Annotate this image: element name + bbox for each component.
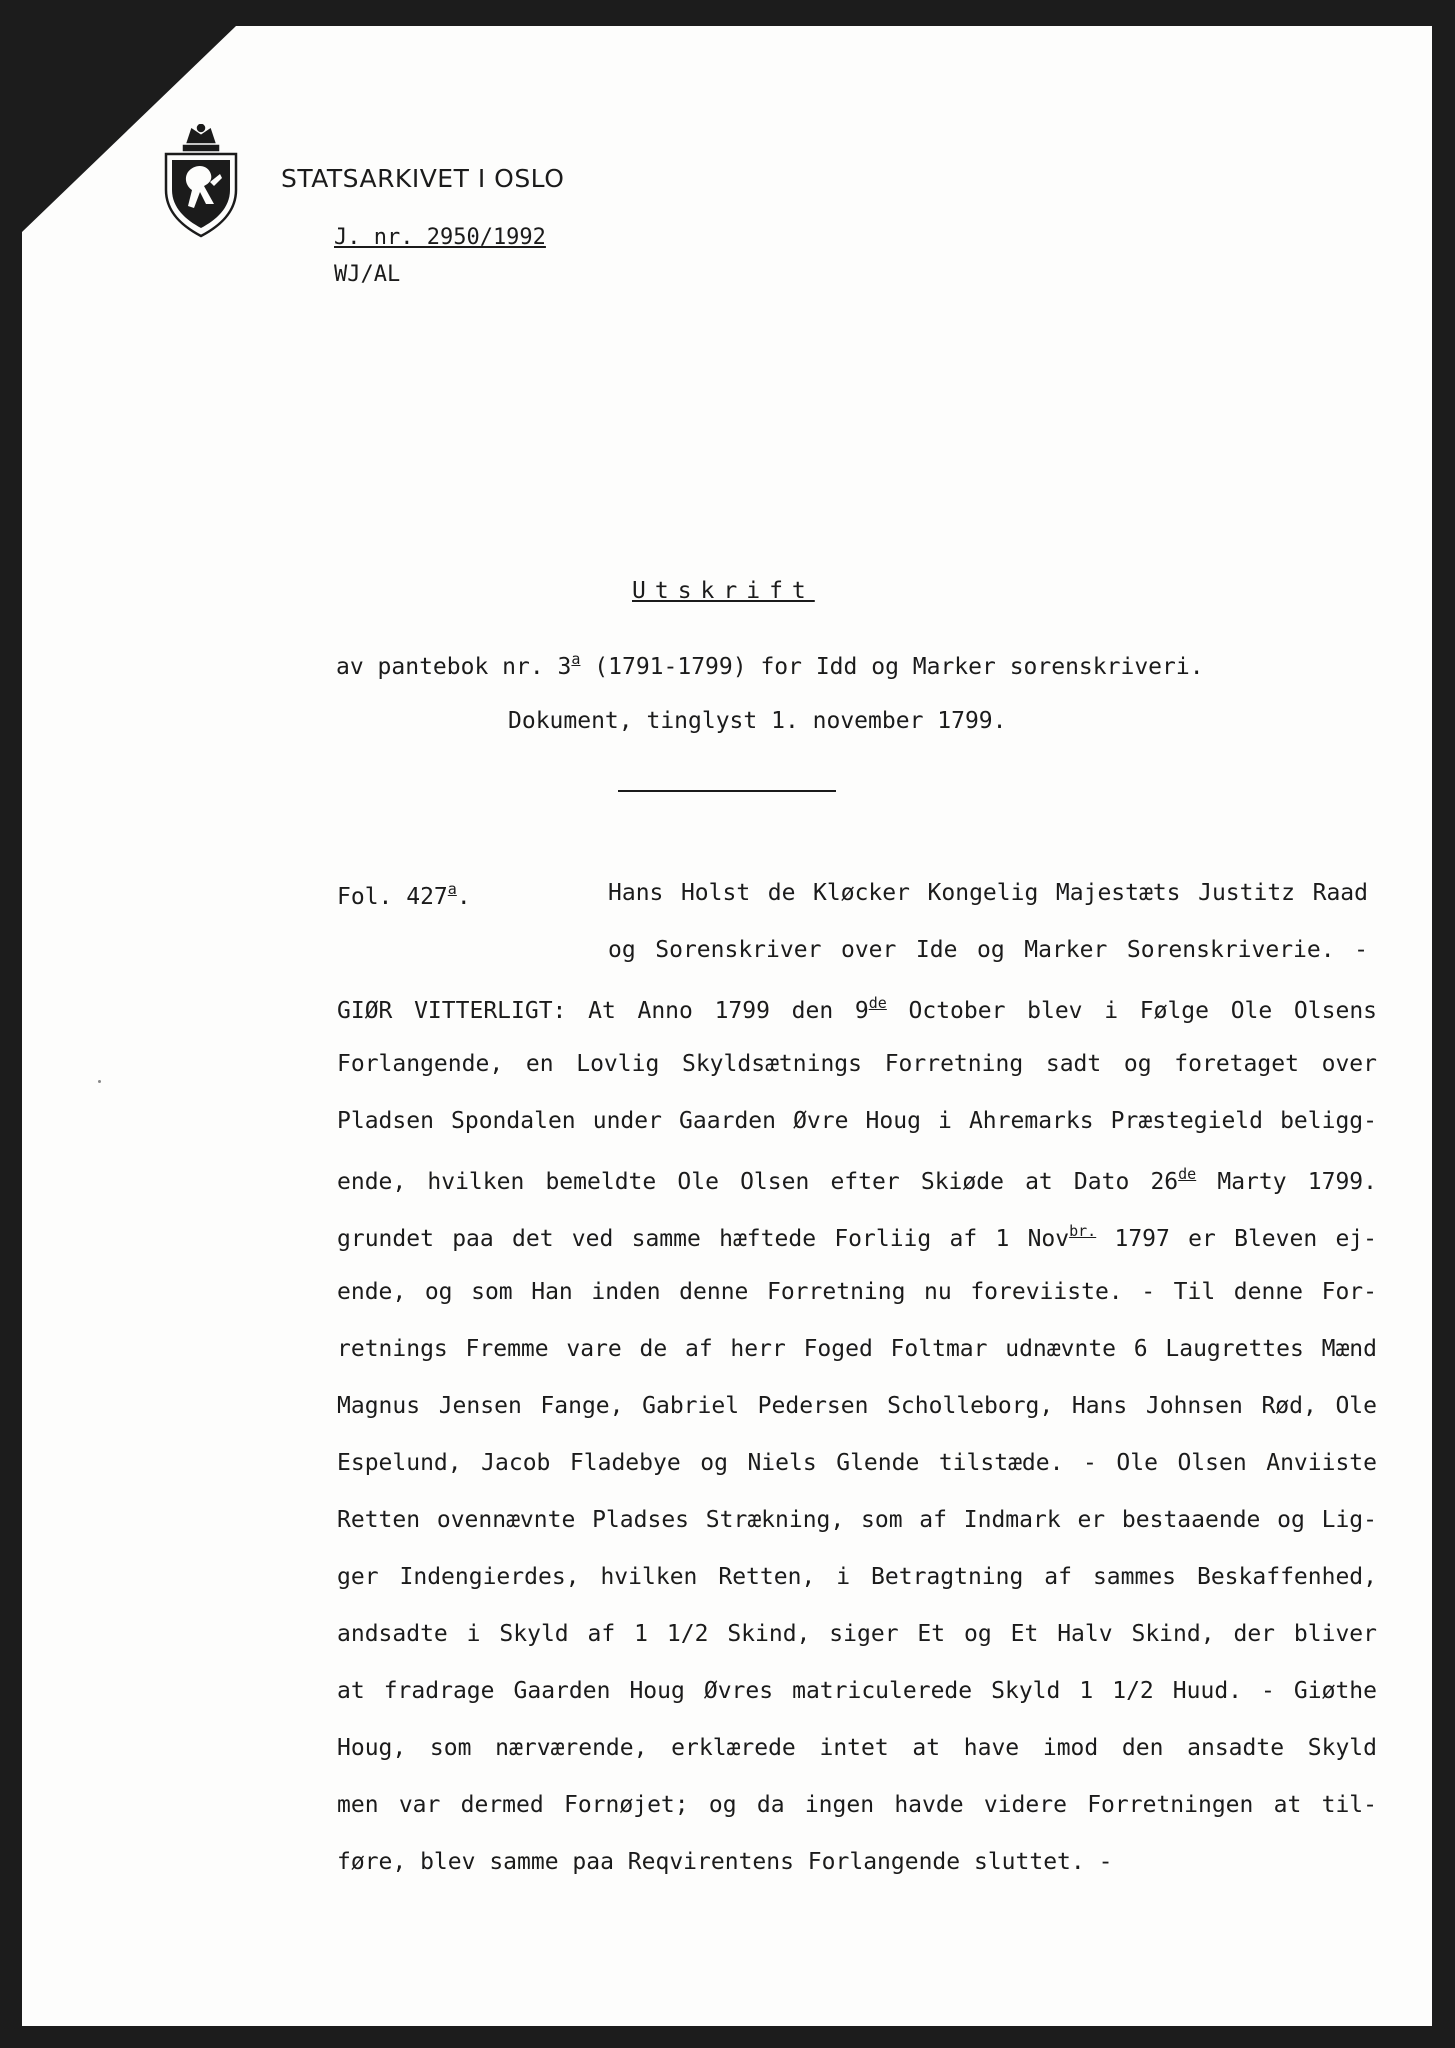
- body-line-8: ende, og som Han inden denne Forretning nu foreviiste. - Til denne For-: [337, 1279, 1377, 1305]
- divider-line: [618, 790, 836, 792]
- body-line-7: grundet paa det ved samme hæftede Forliig af 1 Nov$^{br.}$ 1797 er Bleven ej-: [337, 1222, 1377, 1252]
- body-line-11: Espelund, Jacob Fladebye og Niels Glende tilstæde. - Ole Olsen Anviiste: [337, 1450, 1377, 1476]
- body-line-18: føre, blev samme paa Reqvirentens Forlangende sluttet. -: [337, 1849, 1113, 1875]
- body-line-17: men var dermed Fornøjet; og da ingen havde videre Forretningen at til-: [337, 1792, 1377, 1818]
- subtitle-source: av pantebok nr. 3$^a$ (1791-1799) for Idd og Marker sorenskriveri.: [336, 650, 1204, 680]
- folio-label: Fol. 427$^a$.: [337, 880, 471, 910]
- body-line-9: retnings Fremme vare de af herr Foged Foltmar udnævnte 6 Laugrettes Mænd: [337, 1336, 1377, 1362]
- body-line-2: og Sorenskriver over Ide og Marker Sorenskriverie. -: [608, 937, 1368, 963]
- body-line-14: andsadte i Skyld af 1 1/2 Skind, siger Et og Et Halv Skind, der bliver: [337, 1621, 1377, 1647]
- body-line-13: ger Indengierdes, hvilken Retten, i Betragtning af sammes Beskaffenhed,: [337, 1564, 1377, 1590]
- body-line-4: Forlangende, en Lovlig Skyldsætnings Forretning sadt og foretaget over: [337, 1051, 1377, 1077]
- journal-number: J. nr. 2950/1992: [334, 225, 546, 250]
- body-line-5: Pladsen Spondalen under Gaarden Øvre Houg i Ahremarks Præstegield beligg-: [337, 1108, 1377, 1134]
- document-page: [22, 26, 1432, 2026]
- institution-name: STATSARKIVET I OSLO: [281, 164, 565, 193]
- body-line-12: Retten ovennævnte Pladses Strækning, som af Indmark er bestaaende og Lig-: [337, 1507, 1377, 1533]
- body-line-16: Houg, som nærværende, erklærede intet at have imod den ansadte Skyld: [337, 1735, 1377, 1761]
- body-line-1: Hans Holst de Kløcker Kongelig Majestæts Justitz Raad: [608, 880, 1368, 906]
- document-title: Utskrift: [632, 578, 815, 604]
- initials: WJ/AL: [334, 262, 401, 287]
- body-line-15: at fradrage Gaarden Houg Øvres matriculerede Skyld 1 1/2 Huud. - Giøthe: [337, 1678, 1377, 1704]
- body-line-3: GIØR VITTERLIGT: At Anno 1799 den 9de October blev i Følge Ole Olsens: [337, 994, 1378, 1024]
- body-line-10: Magnus Jensen Fange, Gabriel Pedersen Scholleborg, Hans Johnsen Rød, Ole: [337, 1393, 1377, 1419]
- subtitle-registration: Dokument, tinglyst 1. november 1799.: [508, 708, 1007, 734]
- scan-speck: [98, 1080, 101, 1083]
- body-line-6: ende, hvilken bemeldte Ole Olsen efter Skiøde at Dato 26de Marty 1799.: [337, 1165, 1377, 1195]
- coat-of-arms-logo: [158, 124, 244, 238]
